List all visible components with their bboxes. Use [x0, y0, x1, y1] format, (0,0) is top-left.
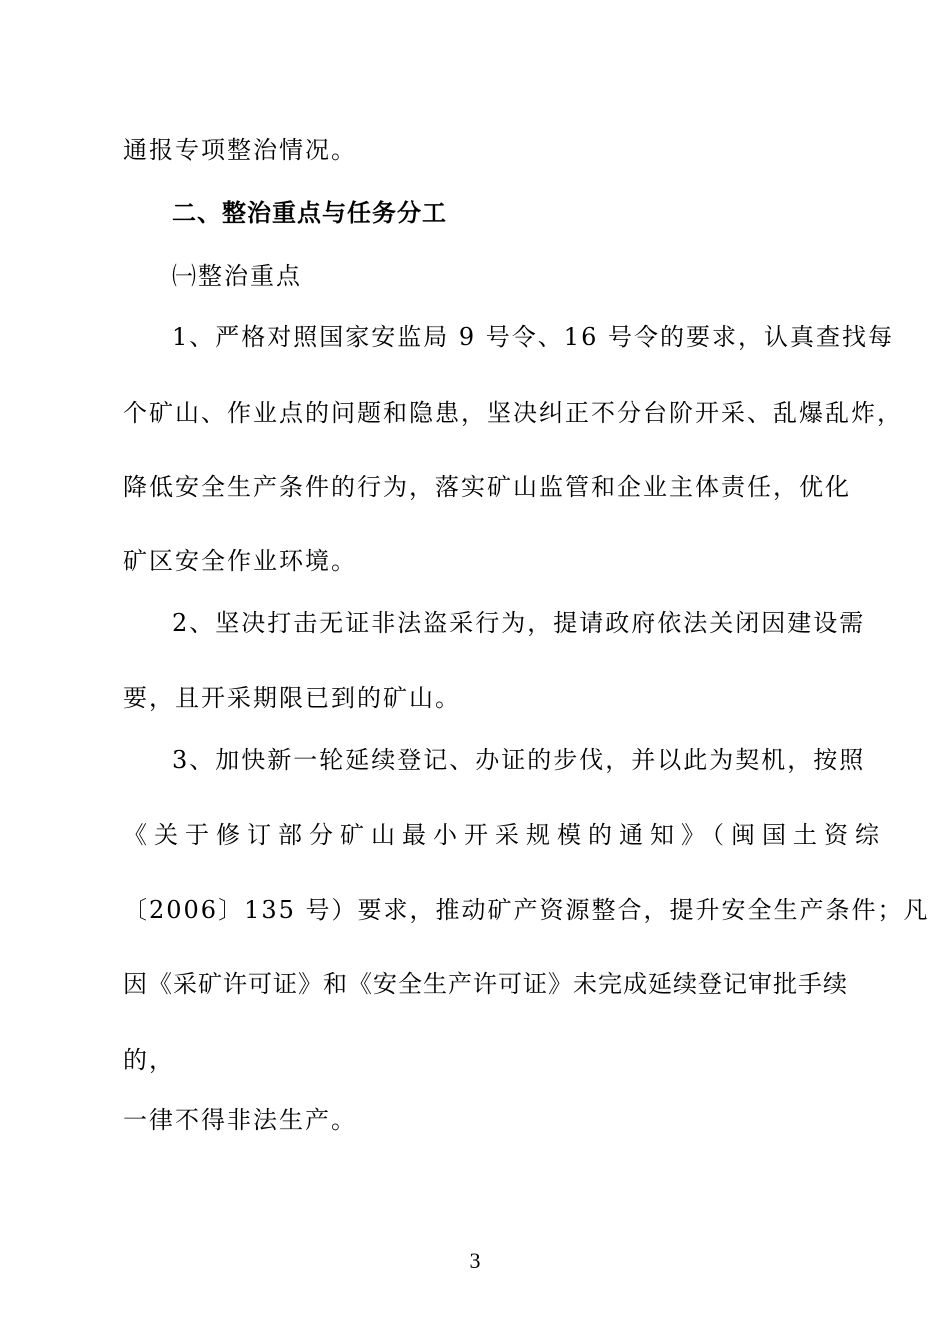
paragraph-line: 降低安全生产条件的行为，落实矿山监管和企业主体责任，优化 — [123, 473, 851, 501]
paragraph-line: 的， — [123, 1046, 175, 1074]
paragraph-line: 因《采矿许可证》和《安全生产许可证》未完成延续登记审批手续 — [123, 970, 848, 998]
paragraph-line: 2、坚决打击无证非法盗采行为，提请政府依法关闭因建设需 — [172, 609, 866, 637]
paragraph-line: 通报专项整治情况。 — [123, 136, 357, 164]
paragraph-line: 3、加快新一轮延续登记、办证的步伐，并以此为契机，按照 — [172, 746, 866, 774]
paragraph-line: 《关于修订部分矿山最小开采规模的通知》（闽国土资综 — [123, 821, 886, 849]
paragraph-line: 矿区安全作业环境。 — [123, 547, 357, 575]
paragraph-line: 个矿山、作业点的问题和隐患，坚决纠正不分台阶开采、乱爆乱炸， — [123, 399, 903, 427]
page-number: 3 — [469, 1248, 481, 1273]
paragraph-line: 一律不得非法生产。 — [123, 1106, 357, 1134]
section-heading: 二、整治重点与任务分工 — [172, 199, 447, 227]
paragraph-line: 要，且开采期限已到的矿山。 — [123, 684, 461, 712]
subsection-heading: ㈠整治重点 — [172, 262, 302, 290]
paragraph-line: 1、严格对照国家安监局 9 号令、16 号令的要求，认真查找每 — [172, 323, 894, 351]
paragraph-line: 〔2006〕135 号）要求，推动矿产资源整合，提升安全生产条件；凡 — [123, 896, 930, 924]
